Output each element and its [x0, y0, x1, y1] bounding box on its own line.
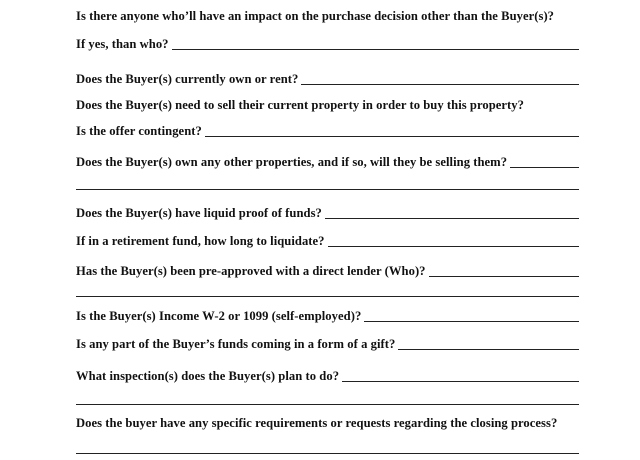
question-label: Is the offer contingent?: [76, 124, 202, 138]
answer-line-if-yes-who[interactable]: [172, 48, 579, 50]
answer-line-closing-requirements[interactable]: [76, 453, 579, 454]
question-label: Does the Buyer(s) own any other properties, and if so, will they be selling them?: [76, 155, 508, 169]
answer-line-own-or-rent[interactable]: [301, 83, 579, 85]
question-label: Has the Buyer(s) been pre-approved with a direct lender (Who)?: [76, 264, 426, 278]
answer-line-pre-approved-lender[interactable]: [429, 275, 579, 277]
question-offer-contingent: [76, 124, 579, 139]
question-label: Is there anyone who’ll have an impact on the purchase decision other than the Buyer(s)?: [76, 9, 555, 23]
answer-line-gift-funds[interactable]: [398, 348, 579, 350]
question-other-decision-makers: [76, 9, 579, 24]
question-label: If yes, than who?: [76, 37, 169, 51]
question-label: Does the Buyer(s) need to sell their current property in order to buy this property?: [76, 98, 524, 112]
answer-line-other-properties[interactable]: [510, 166, 579, 168]
answer-line-retirement-fund[interactable]: [328, 245, 579, 247]
question-income-type: [76, 309, 579, 324]
question-closing-requirements: [76, 416, 579, 431]
answer-line-offer-contingent[interactable]: [205, 135, 579, 137]
question-label: Does the Buyer(s) have liquid proof of funds?: [76, 206, 322, 220]
question-sell-current-property: [76, 98, 579, 113]
question-pre-approved-lender: [76, 264, 579, 279]
question-label: If in a retirement fund, how long to liquidate?: [76, 234, 325, 248]
question-inspections: [76, 369, 579, 384]
question-gift-funds: [76, 337, 579, 352]
question-liquid-proof-of-funds: [76, 206, 579, 221]
question-other-properties: [76, 155, 579, 170]
question-retirement-fund-liquidate: [76, 234, 579, 249]
question-if-yes-who: [76, 37, 579, 52]
answer-line-inspections[interactable]: [342, 380, 579, 382]
question-label: Is any part of the Buyer’s funds coming in a form of a gift?: [76, 337, 396, 351]
answer-line-income-type[interactable]: [364, 320, 579, 322]
answer-line-proof-of-funds[interactable]: [325, 217, 579, 219]
answer-line-pre-approved-lender-continued[interactable]: [76, 296, 579, 297]
question-label: What inspection(s) does the Buyer(s) plan to do?: [76, 369, 340, 383]
question-label: Is the Buyer(s) Income W-2 or 1099 (self-employed)?: [76, 309, 362, 323]
answer-line-other-properties-continued[interactable]: [76, 189, 579, 190]
question-label: Does the buyer have any specific requirements or requests regarding the closing process?: [76, 416, 558, 430]
question-own-or-rent: [76, 72, 579, 87]
answer-line-inspections-continued[interactable]: [76, 404, 579, 405]
question-label: Does the Buyer(s) currently own or rent?: [76, 72, 299, 86]
